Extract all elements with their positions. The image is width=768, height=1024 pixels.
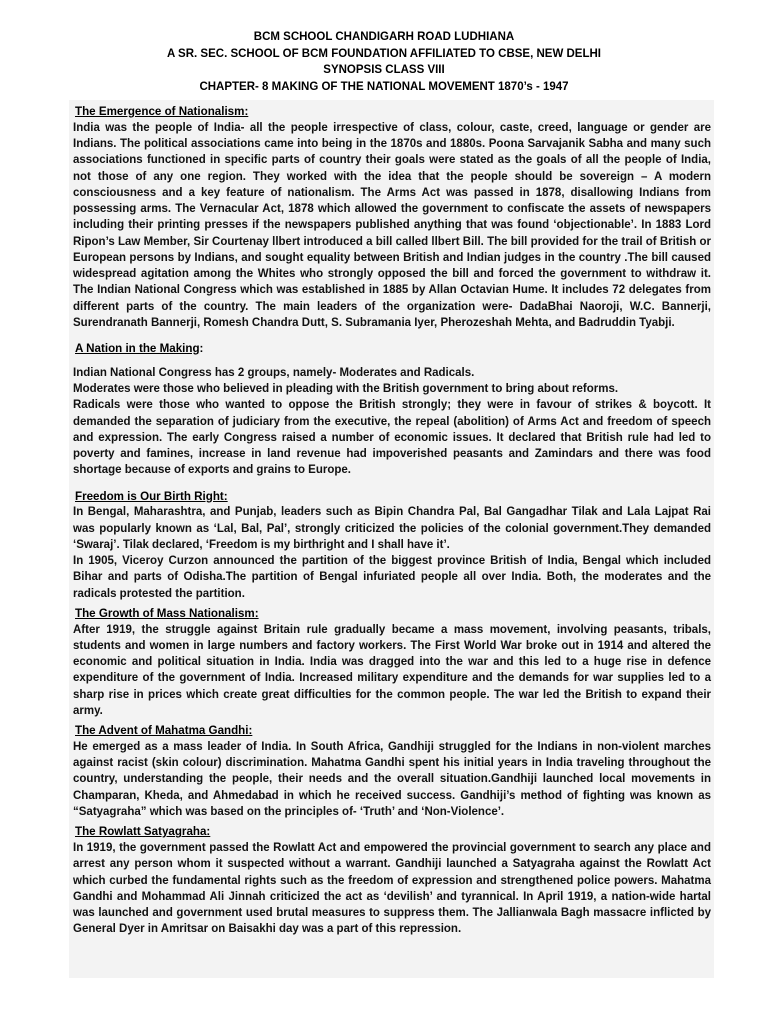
section-paragraph: He emerged as a mass leader of India. In South Africa, Gandhiji struggled for the Indians in non-violent marches against racist (skin colour) discrimination. Mahatma Gandhi spent his initial years in India traveling throughout the country, understanding the people, their needs and the overall situation.Gandhiji launched local movements in Champaran, Kheda, and Ahmedabad in which he received success. Gandhiji’s method of fighting was known as “Satyagraha” which was based on the principles of- ‘Truth’ and ‘Non-Violence’. xyxy=(73,740,711,818)
section-nation-in-the-making xyxy=(69,341,714,479)
section-rowlatt-satyagraha xyxy=(69,824,714,937)
chapter-title: CHAPTER- 8 MAKING OF THE NATIONAL MOVEMENT 1870’s - 1947 xyxy=(199,80,569,93)
section-heading: The Rowlatt Satyagraha: xyxy=(75,825,211,839)
section-heading: Freedom is Our Birth Right: xyxy=(75,489,228,503)
synopsis-content xyxy=(69,100,714,978)
section-paragraph: After 1919, the struggle against Britain rule gradually became a mass movement, involving peasants, tribals, students and women in large numbers and factory workers. The First World War broke out in 1914 and altered the economic and political situation in India. India was dragged into the war and this led to a huge rise in defence expenditure of the government of India. Increased military expenditure and the demands for war supplies led to a sharp rise in prices which create great difficulties for the common people. The war led the British to expand their army. xyxy=(73,623,711,717)
section-paragraph: In Bengal, Maharashtra, and Punjab, leaders such as Bipin Chandra Pal, Bal Gangadhar Tilak and Lala Lajpat Rai was popularly known as ‘Lal, Bal, Pal’, strongly criticized the policies of the colonial government.They demanded ‘Swaraj’. Tilak declared, ‘Freedom is my birthright and I shall have it’. xyxy=(73,506,711,551)
document-header xyxy=(0,0,768,95)
section-paragraph: Moderates were those who believed in pleading with the British government to bring about reforms. xyxy=(73,383,619,396)
section-heading: The Emergence of Nationalism: xyxy=(75,105,249,118)
section-paragraph: Radicals were those who wanted to oppose the British strongly; they were in favour of strikes & boycott. It demanded the separation of judiciary from the executive, the repeal (abolition) of Arms Act and freedom of speech and expression. The early Congress raised a number of economic issues. It declared that British rule had led to poverty and famines, increase in land revenue had impoverished peasants and Zamindars and there was food shortage because of exports and grains to Europe. xyxy=(73,399,711,477)
section-freedom-birth-right xyxy=(69,489,714,602)
section-heading: A Nation in the Making: xyxy=(75,342,204,356)
section-paragraph: In 1905, Viceroy Curzon announced the partition of the biggest province British of India, Bengal which included Bihar and parts of Odisha.The partition of Bengal infuriated people all over India. Both, the moderates and the radicals protested the partition. xyxy=(73,555,711,600)
section-paragraph: Indian National Congress has 2 groups, namely- Moderates and Radicals. xyxy=(73,366,475,379)
section-growth-of-mass-nationalism xyxy=(69,606,714,719)
section-advent-of-gandhi xyxy=(69,723,714,820)
synopsis-class: SYNOPSIS CLASS VIII xyxy=(323,64,445,76)
school-name: BCM SCHOOL CHANDIGARH ROAD LUDHIANA xyxy=(253,31,515,43)
section-paragraph: India was the people of India- all the people irrespective of class, colour, caste, creed, language or gender are Indians. The political associations came into being in the 1870s and 1880s. Poona Sarvajanik Sabha and many such associations functioned in specific parts of country their goals were stated as the goals of all the people of India, not those of any one region. They worked with the idea that the people should be sovereign – A modern consciousness and a key feature of nationalism. The Arms Act was passed in 1878, disallowing Indians from possessing arms. The Vernacular Act, 1878 which allowed the government to confiscate the assets of newspapers including their printing presses if the newspapers published anything that was found ‘objectionable’. In 1883 Lord Ripon’s Law Member, Sir Courtenay llbert introduced a bill called llbert Bill. The bill provided for the trail of British or European persons by Indians, and sought equality between British and Indian judges in the country .The bill caused widespread agitation among the Whites who strongly opposed the bill and forced the government to withdraw it. The Indian National Congress which was established in 1885 by Allan Octavian Hume. It includes 72 delegates from different parts of the country. The main leaders of the organization were- DadaBhai Naoroji, W.C. Bannerji, Surendranath Bannerji, Romesh Chandra Dutt, S. Subramania Iyer, Pherozeshah Mehta, and Badruddin Tyabji. xyxy=(73,121,711,329)
section-heading: The Growth of Mass Nationalism: xyxy=(75,606,259,620)
school-affiliation: A SR. SEC. SCHOOL OF BCM FOUNDATION AFFILIATED TO CBSE, NEW DELHI xyxy=(166,47,602,60)
section-heading: The Advent of Mahatma Gandhi: xyxy=(75,724,253,738)
section-paragraph: In 1919, the government passed the Rowlatt Act and empowered the provincial government to search any place and arrest any person whom it suspected without a warrant. Gandhiji launched a Satyagraha against the Rowlatt Act which curbed the fundamental rights such as the freedom of expression and strengthened police powers. Mahatma Gandhi and Mohammad Ali Jinnah criticized the act as ‘devilish’ and tyrannical. In April 1919, a nation-wide hartal was launched and government used brutal measures to suppress them. The Jallianwala Bagh massacre inflicted by General Dyer in Amritsar on Baisakhi day was a part of this repression. xyxy=(73,842,711,936)
section-emergence-of-nationalism xyxy=(69,104,714,331)
